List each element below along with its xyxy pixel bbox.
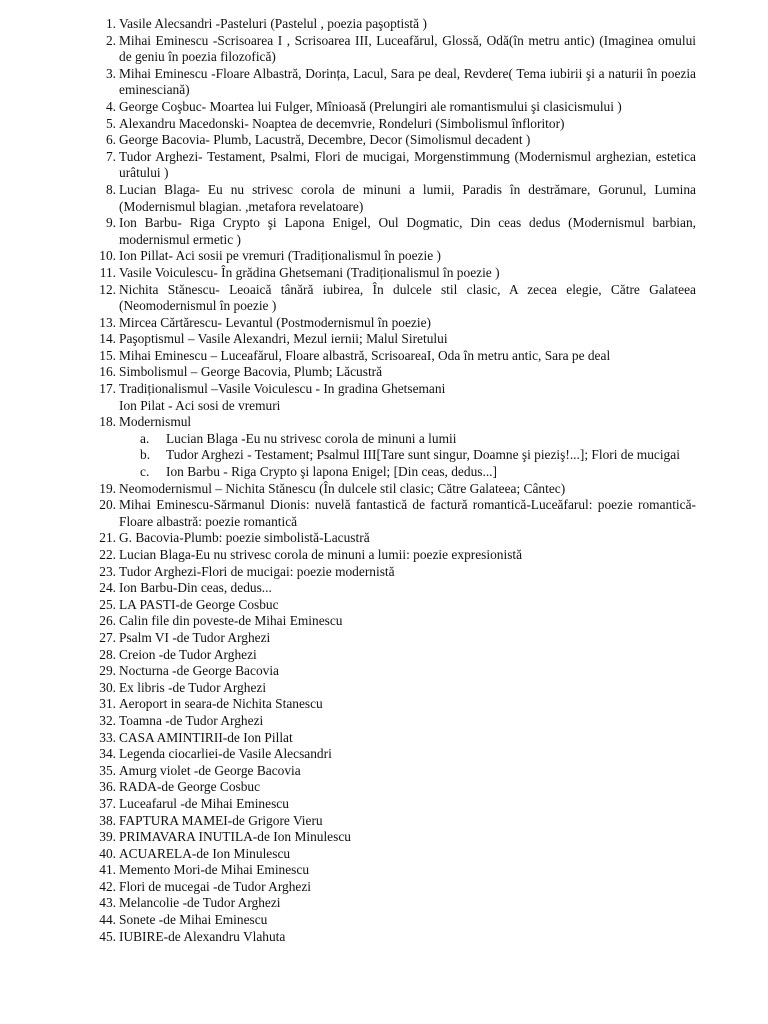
item-text: Nichita Stănescu- Leoaică tânără iubirea, În dulcele stil clasic, A zecea elegie, Către Galateea (Neomodernismul în poezie ): [119, 281, 696, 314]
item-number: 22.: [99, 547, 116, 562]
item-number: 1.: [105, 16, 116, 31]
item-text: Tradiționalismul –Vasile Voiculescu - In gradina Ghetsemani: [119, 381, 446, 397]
item-number: 28.: [99, 646, 116, 662]
sub-item-letter: a.: [140, 430, 150, 446]
item-number: 14.: [99, 331, 116, 347]
item-text: Lucian Blaga- Eu nu strivesc corola de minuni a lumii, Paradis în destrămare, Gorunul, Lumina (Modernismul blagian. ,metafora revelatoare): [119, 181, 696, 214]
item-text: Ion Pillat- Aci sosii pe vremuri (Tradiționalismul în poezie ): [119, 248, 441, 264]
item-text: Ion Barbu- Riga Crypto şi Lapona Enigel, Oul Dogmatic, Din ceas dedus (Modernismul barbian, modernismul ermetic ): [119, 215, 696, 247]
sub-list-item: [119, 464, 696, 481]
item-number: 15.: [99, 347, 116, 363]
item-text: Amurg violet -de George Bacovia: [119, 762, 301, 778]
item-number: 13.: [99, 314, 116, 330]
item-number: 21.: [99, 530, 116, 546]
item-text: Paşoptismul – Vasile Alexandri, Mezul iernii; Malul Siretului: [119, 331, 448, 347]
item-number: 9.: [105, 215, 116, 231]
sub-item-text: Lucian Blaga -Eu nu strivesc corola de minuni a lumii: [166, 430, 457, 446]
list-item: [0, 497, 768, 530]
item-text: PRIMAVARA INUTILA-de Ion Minulescu: [119, 829, 351, 845]
list-item: [0, 829, 768, 846]
item-text: Vasile Voiculescu- În grădina Ghetsemani (Tradiționalismul în poezie ): [119, 264, 500, 280]
list-item: [0, 613, 768, 630]
item-number: 27.: [99, 629, 116, 645]
list-item: [0, 481, 768, 498]
item-number: 35.: [99, 762, 116, 778]
item-number: 5.: [105, 115, 116, 131]
item-text: Memento Mori-de Mihai Eminescu: [119, 862, 310, 878]
item-text: Nocturna -de George Bacovia: [119, 663, 280, 679]
list-item: [0, 813, 768, 830]
list-item: [0, 680, 768, 697]
item-text: RADA-de George Cosbuc: [119, 779, 261, 795]
item-number: 38.: [99, 812, 116, 828]
item-number: 34.: [99, 746, 116, 762]
item-number: 45.: [99, 928, 116, 944]
item-number: 36.: [99, 779, 116, 795]
list-item: [0, 730, 768, 747]
item-text: G. Bacovia-Plumb: poezie simbolistă-Lacustră: [119, 530, 370, 546]
item-number: 12.: [99, 281, 116, 297]
list-item: [0, 530, 768, 547]
sub-list-item: [119, 447, 696, 464]
list-item: [0, 149, 768, 182]
item-number: 29.: [99, 663, 116, 679]
item-text: Creion -de Tudor Arghezi: [119, 646, 257, 662]
list-item: [0, 132, 768, 149]
item-text: Mihai Eminescu – Luceafărul, Floare albastră, ScrisoareaI, Oda în metru antic, Sara pe deal: [119, 347, 611, 363]
list-item: [0, 713, 768, 730]
item-number: 24.: [99, 580, 116, 596]
list-item: [0, 348, 768, 365]
item-number: 18.: [99, 414, 116, 430]
item-text: Lucian Blaga-Eu nu strivesc corola de minuni a lumii: poezie expresionistă: [119, 547, 523, 562]
item-number: 16.: [99, 364, 116, 380]
sub-list: [119, 431, 696, 481]
item-text: Sonete -de Mihai Eminescu: [119, 912, 268, 928]
list-item: [0, 547, 768, 564]
item-number: 6.: [105, 132, 116, 148]
item-number: 43.: [99, 895, 116, 911]
sub-item-text: Ion Barbu - Riga Crypto şi lapona Enigel; [Din ceas, dedus...]: [166, 464, 497, 480]
item-text: Modernismul: [119, 414, 192, 430]
item-text: Flori de mucegai -de Tudor Arghezi: [119, 878, 312, 894]
item-text: Psalm VI -de Tudor Arghezi: [119, 629, 271, 645]
list-item: [0, 663, 768, 680]
item-number: 4.: [105, 98, 116, 114]
item-text: Ion Barbu-Din ceas, dedus...: [119, 580, 272, 596]
item-number: 44.: [99, 912, 116, 928]
item-text: CASA AMINTIRII-de Ion Pillat: [119, 729, 293, 745]
item-text: Melancolie -de Tudor Arghezi: [119, 895, 281, 911]
list-item: [0, 879, 768, 896]
list-item: [0, 746, 768, 763]
list-item: [0, 929, 768, 946]
item-text: Mircea Cărtărescu- Levantul (Postmodernismul în poezie): [119, 314, 431, 330]
sub-item-letter: b.: [140, 447, 151, 463]
list-item: [0, 182, 768, 215]
list-item: [0, 315, 768, 332]
list-item: [0, 597, 768, 614]
sub-item-letter: c.: [140, 464, 150, 480]
item-number: 30.: [99, 679, 116, 695]
item-number: 33.: [99, 729, 116, 745]
item-number: 39.: [99, 829, 116, 845]
item-text: IUBIRE-de Alexandru Vlahuta: [119, 928, 286, 944]
item-text: Tudor Arghezi- Testament, Psalmi, Flori de mucigai, Morgenstimmung (Modernismul arghezian, estetica urâtului ): [119, 148, 696, 181]
item-text: Mihai Eminescu-Sărmanul Dionis: nuvelă fantastică de factură romantică-Luceăfarul: poezie romantică-Floare albastră: poezie romantică: [119, 497, 696, 529]
list-item: [0, 696, 768, 713]
item-number: 37.: [99, 795, 116, 811]
list-item: [0, 630, 768, 647]
item-text: Tudor Arghezi-Flori de mucigai: poezie modernistă: [119, 563, 395, 579]
item-number: 17.: [99, 381, 116, 397]
list-item: [0, 116, 768, 133]
item-text: Alexandru Macedonski- Noaptea de decemvrie, Rondeluri (Simbolismul înfloritor): [119, 115, 565, 131]
item-text: Legenda ciocarliei-de Vasile Alecsandri: [119, 746, 332, 762]
list-item: [0, 912, 768, 929]
item-text: LA PASTI-de George Cosbuc: [119, 596, 279, 612]
item-number: 20.: [99, 497, 116, 513]
item-number: 25.: [99, 596, 116, 612]
item-text: George Coşbuc- Moartea lui Fulger, Mînioasă (Prelungiri ale romantismului şi clasicismului ): [119, 98, 622, 114]
list-item: [0, 647, 768, 664]
item-text: Neomodernismul – Nichita Stănescu (În dulcele stil clasic; Către Galateea; Cântec): [119, 480, 566, 496]
item-text: Toamna -de Tudor Arghezi: [119, 712, 264, 728]
item-continuation: Ion Pilat - Aci sosi de vremuri: [119, 397, 281, 413]
item-number: 31.: [99, 696, 116, 712]
item-number: 41.: [99, 862, 116, 878]
item-text: Aeroport in seara-de Nichita Stanescu: [119, 696, 323, 712]
numbered-list: [0, 16, 768, 945]
list-item: [0, 763, 768, 780]
item-number: 42.: [99, 878, 116, 894]
item-number: 32.: [99, 712, 116, 728]
item-text: Vasile Alecsandri -Pasteluri (Pastelul , poezia paşoptistă ): [119, 16, 427, 31]
item-number: 2.: [105, 32, 116, 48]
item-number: 11.: [99, 264, 116, 280]
item-number: 23.: [99, 563, 116, 579]
item-number: 3.: [105, 65, 116, 81]
list-item: [0, 282, 768, 315]
item-text: Ex libris -de Tudor Arghezi: [119, 679, 267, 695]
item-text: Luceafarul -de Mihai Eminescu: [119, 795, 289, 811]
item-number: 26.: [99, 613, 116, 629]
list-item: [0, 265, 768, 282]
list-item: [0, 66, 768, 99]
list-item: [0, 16, 768, 33]
item-text: ACUARELA-de Ion Minulescu: [119, 845, 291, 861]
list-item: [0, 564, 768, 581]
list-item: [0, 99, 768, 116]
item-text: Simbolismul – George Bacovia, Plumb; Lăcustră: [119, 364, 383, 380]
item-number: 8.: [105, 181, 116, 197]
list-item: [0, 580, 768, 597]
list-item: [0, 33, 768, 66]
list-item: [0, 862, 768, 879]
list-item: [0, 364, 768, 381]
item-number: 40.: [99, 845, 116, 861]
item-number: 10.: [99, 248, 116, 264]
list-item: [0, 414, 768, 480]
item-text: George Bacovia- Plumb, Lacustră, Decembre, Decor (Simolismul decadent ): [119, 132, 531, 148]
sub-list-item: [119, 431, 696, 448]
item-number: 7.: [105, 148, 116, 164]
sub-item-text: Tudor Arghezi - Testament; Psalmul III[Tare sunt singur, Doamne şi pieziş!...]; Flori de mucigai: [166, 447, 680, 463]
list-item: [0, 779, 768, 796]
list-item: [0, 215, 768, 248]
item-text: Calin file din poveste-de Mihai Eminescu: [119, 613, 343, 629]
list-item: [0, 895, 768, 912]
item-text: FAPTURA MAMEI-de Grigore Vieru: [119, 812, 323, 828]
list-item: [0, 248, 768, 265]
list-item: [0, 331, 768, 348]
item-text: Mihai Eminescu -Floare Albastră, Dorința, Lacul, Sara pe deal, Revdere( Tema iubirii şi a naturii în poezia eminesciană): [119, 65, 696, 98]
list-item: [0, 381, 768, 414]
item-text: Mihai Eminescu -Scrisoarea I , Scrisoarea III, Luceafărul, Glossă, Odă(în metru antic) (Imaginea omului de geniu în poezia filozofică): [119, 32, 696, 65]
list-item: [0, 846, 768, 863]
item-number: 19.: [99, 480, 116, 496]
list-item: [0, 796, 768, 813]
